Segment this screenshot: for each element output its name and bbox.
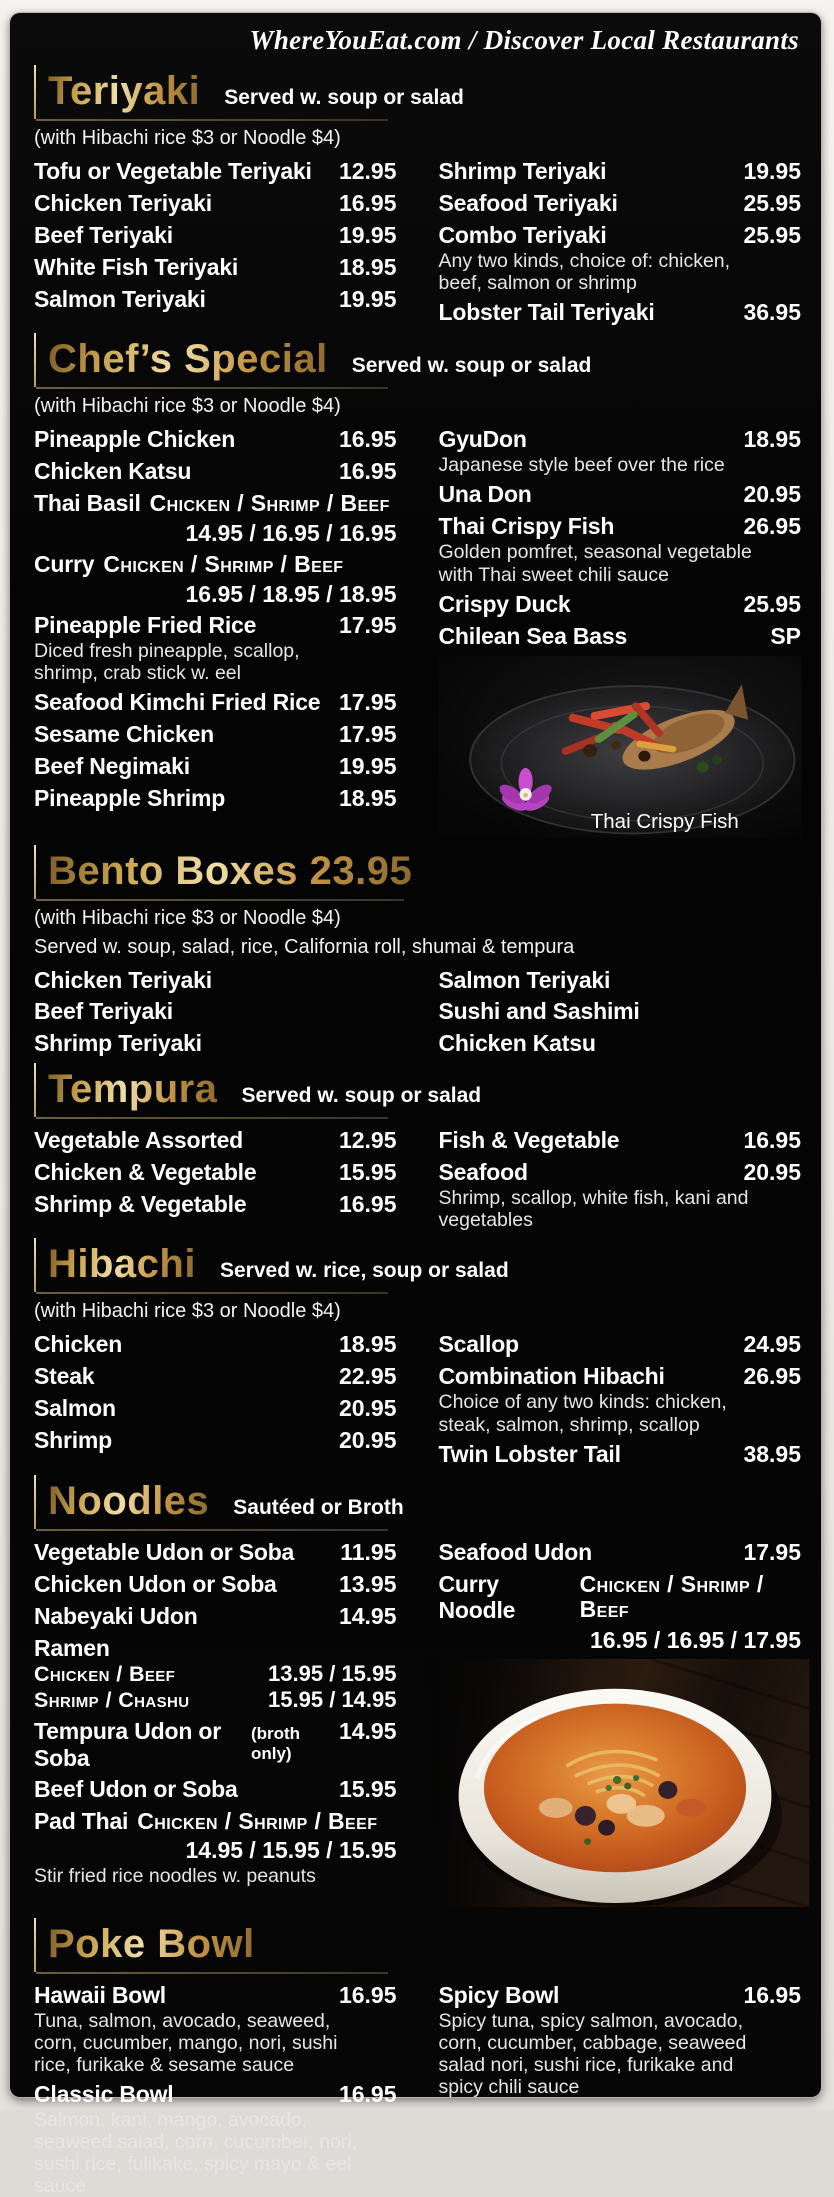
item-name: Nabeyaki Udon	[34, 1602, 198, 1629]
item-name: Sushi and Sashimi	[438, 998, 640, 1025]
right-column	[439, 1326, 802, 1467]
section-title: Noodles	[48, 1478, 210, 1523]
item-row	[439, 1331, 802, 1358]
section-note: (with Hibachi rice $3 or Noodle $4)	[34, 906, 341, 929]
menu-item	[34, 1776, 397, 1803]
item-name: Pineapple Fried Rice	[34, 611, 257, 638]
item-row	[34, 998, 397, 1024]
item-desc: Stir fried rice noodles w. peanuts	[34, 1864, 316, 1887]
item-row	[34, 490, 397, 516]
menu-item	[34, 1603, 397, 1630]
item-price: 12.95	[338, 1127, 397, 1154]
item-name: Pineapple Chicken	[34, 426, 236, 453]
menu-item	[34, 458, 397, 485]
right-column	[439, 1122, 802, 1231]
item-name: Tofu or Vegetable Teriyaki	[34, 158, 312, 185]
item-name: Sesame Chicken	[34, 720, 215, 747]
menu-item	[439, 299, 802, 326]
item-row	[34, 967, 397, 993]
item-price: 17.95	[338, 611, 397, 638]
item-row	[34, 1571, 397, 1598]
item-name: Twin Lobster Tail	[438, 1440, 621, 1467]
section-title: Bento Boxes 23.95	[48, 848, 413, 893]
section-columns	[34, 1122, 801, 1231]
item-price: 25.95	[743, 590, 801, 617]
item-row	[439, 1159, 802, 1186]
right-column	[439, 962, 802, 1056]
item-row	[439, 1030, 802, 1056]
item-name: Shrimp	[34, 1427, 113, 1454]
item-row	[439, 967, 802, 993]
menu-item	[34, 1191, 397, 1218]
item-variants: Shrimp / Chashu	[34, 1688, 190, 1713]
section-columns	[34, 1977, 801, 2197]
item-name: Chicken Katsu	[438, 1029, 596, 1056]
item-price: 11.95	[340, 1538, 397, 1565]
menu-item	[439, 513, 802, 585]
section-columns	[34, 153, 801, 326]
left-column	[34, 962, 397, 1056]
item-name: White Fish Teriyaki	[34, 254, 239, 281]
section-note: (with Hibachi rice $3 or Noodle $4)	[34, 1300, 341, 1323]
right-column	[439, 1977, 802, 2197]
item-name: Pad Thai	[34, 1808, 129, 1835]
section-header	[34, 68, 801, 121]
item-desc: Shrimp, scallop, white fish, kani and vegetables	[438, 1187, 749, 1232]
menu-item	[34, 1808, 397, 1887]
right-column	[439, 1534, 802, 1907]
item-row	[34, 2081, 397, 2108]
menu-item	[34, 1363, 397, 1390]
item-price: 18.95	[338, 254, 397, 281]
menu-item	[34, 1030, 397, 1056]
item-row	[34, 1982, 397, 2009]
item-price: 18.95	[338, 1331, 397, 1358]
menu-card	[10, 13, 821, 2197]
item-row	[34, 753, 397, 780]
item-row	[34, 254, 397, 281]
item-name: Spicy Bowl	[438, 1982, 560, 2009]
item-name: Chicken Teriyaki	[34, 966, 212, 993]
item-name: Shrimp Teriyaki	[438, 158, 607, 185]
menu-item	[439, 481, 802, 508]
thai-crispy-fish-photo	[439, 656, 802, 838]
left-column	[34, 1122, 397, 1231]
menu-item	[439, 1331, 802, 1358]
item-row	[439, 1571, 802, 1624]
menu-item	[439, 1571, 802, 1653]
section-noodles	[34, 1478, 801, 1907]
item-name: Seafood Udon	[438, 1538, 592, 1565]
item-desc: Tuna, salmon, avocado, seaweed, corn, cucumber, mango, nori, sushi rice, furikake & sesame sauce	[34, 2010, 338, 2077]
left-column	[34, 1534, 397, 1907]
menu-item	[34, 1718, 397, 1771]
item-name: Hawaii Bowl	[34, 1982, 166, 2009]
item-name: Crispy Duck	[438, 590, 571, 617]
section-chefs-special	[34, 336, 801, 837]
section-columns	[34, 1534, 801, 1907]
item-price: 20.95	[743, 1159, 801, 1186]
item-variants: Chicken / Beef	[34, 1662, 176, 1687]
photo-caption: Thai Crispy Fish	[590, 809, 739, 833]
menu-item	[34, 286, 397, 313]
menu-item	[439, 426, 802, 476]
left-column	[34, 153, 397, 326]
item-name: Chicken Teriyaki	[34, 190, 212, 217]
item-name: Combo Teriyaki	[438, 222, 607, 249]
left-column	[34, 1977, 397, 2197]
section-subtitle: Served w. soup or salad	[224, 86, 464, 109]
item-row	[439, 481, 802, 508]
item-variant-prices: 13.95 / 15.95	[268, 1661, 397, 1687]
menu-item	[439, 623, 802, 650]
item-row	[439, 591, 802, 618]
menu-item	[439, 190, 802, 217]
item-name: Tempura Udon or Soba	[34, 1718, 221, 1771]
section-bento	[34, 848, 801, 1057]
item-row	[34, 1539, 397, 1566]
menu-item	[439, 158, 802, 185]
item-name: Ramen	[34, 1634, 110, 1661]
menu-sections	[34, 68, 801, 2197]
section-note: (with Hibachi rice $3 or Noodle $4)	[34, 127, 341, 150]
menu-item	[34, 1427, 397, 1454]
item-price: 19.95	[338, 222, 397, 249]
item-row	[34, 689, 397, 716]
item-price: 15.95	[338, 1159, 397, 1186]
item-variants: Chicken / Shrimp / Beef	[149, 490, 390, 517]
item-row	[34, 1331, 397, 1358]
item-price: 16.95	[338, 1982, 397, 2009]
item-desc: Spicy tuna, spicy salmon, avocado, corn, cucumber, cabbage, seaweed salad nori, sushi rice, furikake and spicy chili sauce	[438, 2010, 747, 2099]
item-price: 17.95	[338, 688, 397, 715]
item-row	[34, 1427, 397, 1454]
item-row	[34, 1776, 397, 1803]
item-row	[439, 1127, 802, 1154]
item-desc: Golden pomfret, seasonal vegetable with Thai sweet chili sauce	[438, 541, 752, 586]
menu-item	[34, 1127, 397, 1154]
item-row	[34, 458, 397, 485]
item-price: 25.95	[743, 222, 801, 249]
item-row	[439, 998, 802, 1024]
item-desc: Choice of any two kinds: chicken, steak, salmon, shrimp, scallop	[438, 1391, 727, 1436]
menu-item	[34, 998, 397, 1024]
item-row	[34, 612, 397, 639]
item-row	[439, 299, 802, 326]
item-price: 20.95	[338, 1427, 397, 1454]
item-price: 19.95	[338, 286, 397, 313]
section-columns	[34, 421, 801, 837]
item-row	[34, 158, 397, 185]
item-price: 16.95	[743, 1982, 801, 2009]
item-row	[439, 513, 802, 540]
item-name: Salmon Teriyaki	[438, 966, 611, 993]
item-price: 16.95	[338, 190, 397, 217]
menu-item	[34, 1571, 397, 1598]
item-price: 18.95	[743, 426, 801, 453]
site-banner: WhereYouEat.com / Discover Local Restaurants	[249, 25, 799, 55]
item-price: 16.95	[338, 426, 397, 453]
item-price: SP	[770, 622, 801, 649]
item-name: Salmon	[34, 1395, 116, 1422]
section-hibachi	[34, 1241, 801, 1467]
item-name: Lobster Tail Teriyaki	[438, 299, 655, 326]
item-price: 16.95	[338, 1191, 397, 1218]
item-row	[34, 1127, 397, 1154]
section-header	[34, 1066, 801, 1119]
item-row	[34, 1603, 397, 1630]
item-row	[439, 158, 802, 185]
item-price: 38.95	[743, 1440, 801, 1467]
item-name-note: (broth only)	[250, 1724, 301, 1764]
item-row	[34, 222, 397, 249]
menu-item	[439, 1127, 802, 1154]
left-column	[34, 421, 397, 837]
section-columns	[34, 1326, 801, 1467]
item-price: 26.95	[743, 1363, 801, 1390]
menu-item	[34, 1635, 397, 1713]
item-row	[34, 1718, 397, 1771]
item-name: Thai Basil	[34, 490, 141, 517]
item-price: 12.95	[338, 158, 397, 185]
item-price: 24.95	[743, 1331, 801, 1358]
section-subtitle: Served w. soup or salad	[351, 354, 592, 378]
menu-item	[34, 689, 397, 716]
item-variants: Chicken / Shrimp / Beef	[103, 551, 344, 578]
menu-item	[439, 1030, 802, 1056]
menu-item	[34, 721, 397, 748]
menu-item	[34, 551, 397, 607]
item-price: 13.95	[338, 1570, 397, 1597]
menu-item	[34, 967, 397, 993]
section-header	[34, 1478, 801, 1531]
menu-item	[439, 998, 802, 1024]
item-row	[34, 1030, 397, 1056]
item-price-line: 16.95 / 18.95 / 18.95	[185, 580, 397, 607]
section-teriyaki	[34, 68, 801, 326]
item-row	[34, 1808, 397, 1834]
section-tempura	[34, 1066, 801, 1231]
item-price: 22.95	[338, 1363, 397, 1390]
menu-item	[34, 785, 397, 812]
item-price: 19.95	[743, 158, 801, 185]
menu-item	[34, 222, 397, 249]
menu-item	[34, 1395, 397, 1422]
section-header	[34, 848, 801, 901]
item-name: Vegetable Udon or Soba	[34, 1538, 295, 1565]
menu-item	[439, 967, 802, 993]
item-row	[439, 1982, 802, 2009]
menu-item	[34, 1159, 397, 1186]
item-name: Salmon Teriyaki	[34, 286, 206, 313]
item-name: Seafood Teriyaki	[438, 190, 618, 217]
section-title: Hibachi	[48, 1242, 196, 1287]
section-subtitle: Served w. rice, soup or salad	[219, 1259, 509, 1283]
item-name: Beef Negimaki	[34, 752, 190, 779]
item-row	[34, 1395, 397, 1422]
menu-item	[34, 190, 397, 217]
menu-item	[439, 1363, 802, 1435]
section-header	[34, 1241, 801, 1294]
item-name: Scallop	[438, 1331, 519, 1358]
curry-ramen-photo	[429, 1659, 810, 1907]
section-columns	[34, 962, 801, 1056]
menu-item	[439, 1982, 802, 2098]
section-subtitle: Sautéed or Broth	[233, 1495, 404, 1519]
section-note: (with Hibachi rice $3 or Noodle $4)	[34, 395, 341, 418]
item-price: 36.95	[743, 299, 801, 326]
item-row	[439, 1441, 802, 1468]
menu-item	[34, 753, 397, 780]
item-name: Classic Bowl	[34, 2081, 174, 2108]
item-name: Beef Teriyaki	[34, 998, 173, 1025]
item-variant-row	[34, 1661, 397, 1687]
item-name: Seafood Kimchi Fried Rice	[34, 688, 321, 715]
menu-item	[34, 1539, 397, 1566]
section-title: Tempura	[48, 1067, 218, 1112]
item-name: Shrimp & Vegetable	[34, 1191, 247, 1218]
item-row	[34, 785, 397, 812]
item-price: 17.95	[743, 1538, 801, 1565]
item-name: GyuDon	[438, 426, 527, 453]
left-column	[34, 1326, 397, 1467]
item-name: Beef Teriyaki	[34, 222, 173, 249]
item-name: Chicken Katsu	[34, 458, 192, 485]
item-desc: Japanese style beef over the rice	[438, 454, 725, 477]
item-price: 19.95	[338, 752, 397, 779]
item-price: 15.95	[338, 1776, 397, 1803]
item-variant-prices: 15.95 / 14.95	[268, 1687, 397, 1713]
item-variants: Chicken / Shrimp / Beef	[579, 1570, 764, 1623]
section-note: Served w. soup, salad, rice, California roll, shumai & tempura	[34, 935, 575, 958]
right-column	[439, 153, 802, 326]
item-desc: Any two kinds, choice of: chicken, beef, salmon or shrimp	[438, 250, 731, 295]
item-row	[34, 1191, 397, 1218]
item-price-line: 14.95 / 16.95 / 16.95	[185, 519, 397, 546]
item-name: Shrimp Teriyaki	[34, 1029, 202, 1056]
ramen-bowl-illustration	[429, 1659, 810, 1907]
menu-item	[34, 254, 397, 281]
section-title: Teriyaki	[48, 69, 201, 113]
right-column	[439, 421, 802, 837]
item-name: Beef Udon or Soba	[34, 1776, 238, 1803]
item-price: 16.95	[338, 2081, 397, 2108]
item-name: Curry Noodle	[438, 1570, 516, 1624]
item-price: 16.95	[338, 458, 397, 485]
menu-item	[34, 612, 397, 684]
section-title: Chef’s Special	[48, 337, 328, 382]
menu-item	[439, 1539, 802, 1566]
item-price: 18.95	[338, 784, 397, 811]
item-row	[439, 426, 802, 453]
item-row	[34, 286, 397, 313]
item-name: Curry	[34, 551, 95, 578]
item-price: 25.95	[743, 190, 801, 217]
section-poke	[34, 1921, 801, 2197]
item-row	[34, 1363, 397, 1390]
item-name: Seafood	[438, 1159, 528, 1186]
item-price-line: 14.95 / 15.95 / 15.95	[185, 1837, 397, 1864]
item-row	[34, 1159, 397, 1186]
item-row	[34, 551, 397, 577]
item-price: 20.95	[743, 481, 801, 508]
section-header	[34, 336, 801, 389]
item-name: Vegetable Assorted	[34, 1127, 244, 1154]
menu-item	[439, 1159, 802, 1231]
menu-item	[439, 591, 802, 618]
item-price: 14.95	[338, 1602, 397, 1629]
item-variant-row	[34, 1687, 397, 1713]
item-price: 16.95	[743, 1127, 801, 1154]
item-name: Thai Crispy Fish	[438, 513, 615, 540]
section-title: Poke Bowl	[48, 1921, 255, 1966]
item-row	[34, 721, 397, 748]
menu-item	[34, 2081, 397, 2197]
item-row	[439, 222, 802, 249]
item-row	[34, 1635, 397, 1661]
item-row	[34, 426, 397, 453]
section-subtitle: Served w. soup or salad	[241, 1084, 482, 1108]
menu-item	[439, 1441, 802, 1468]
item-desc: Salmon, kani, mango, avocado, seaweed salad, corn, cucumber, nori, sushi rice, fulikake, spicy mayo & eel sauce	[34, 2109, 358, 2197]
item-name: Una Don	[438, 481, 532, 508]
item-row	[439, 1539, 802, 1566]
item-price: 14.95	[338, 1718, 397, 1745]
item-name: Combination Hibachi	[438, 1363, 665, 1390]
menu-item	[34, 158, 397, 185]
item-price: 17.95	[338, 720, 397, 747]
menu-item	[34, 490, 397, 546]
item-name: Fish & Vegetable	[438, 1127, 620, 1154]
item-row	[34, 190, 397, 217]
item-name: Chicken Udon or Soba	[34, 1570, 277, 1597]
item-variants: Chicken / Shrimp / Beef	[137, 1808, 378, 1835]
menu-item	[34, 1331, 397, 1358]
section-header	[34, 1921, 801, 1974]
item-name: Chilean Sea Bass	[438, 622, 628, 649]
item-name: Chicken	[34, 1331, 123, 1358]
item-row	[439, 623, 802, 650]
item-name: Steak	[34, 1363, 95, 1390]
item-price: 20.95	[338, 1395, 397, 1422]
item-name: Pineapple Shrimp	[34, 784, 226, 811]
item-desc: Diced fresh pineapple, scallop, shrimp, crab stick w. eel	[34, 639, 300, 684]
item-price-line: 16.95 / 16.95 / 17.95	[589, 1626, 801, 1653]
item-price: 26.95	[743, 513, 801, 540]
item-row	[439, 190, 802, 217]
item-row	[439, 1363, 802, 1390]
item-name: Chicken & Vegetable	[34, 1159, 257, 1186]
menu-item	[439, 222, 802, 294]
menu-item	[34, 1982, 397, 2076]
menu-item	[34, 426, 397, 453]
